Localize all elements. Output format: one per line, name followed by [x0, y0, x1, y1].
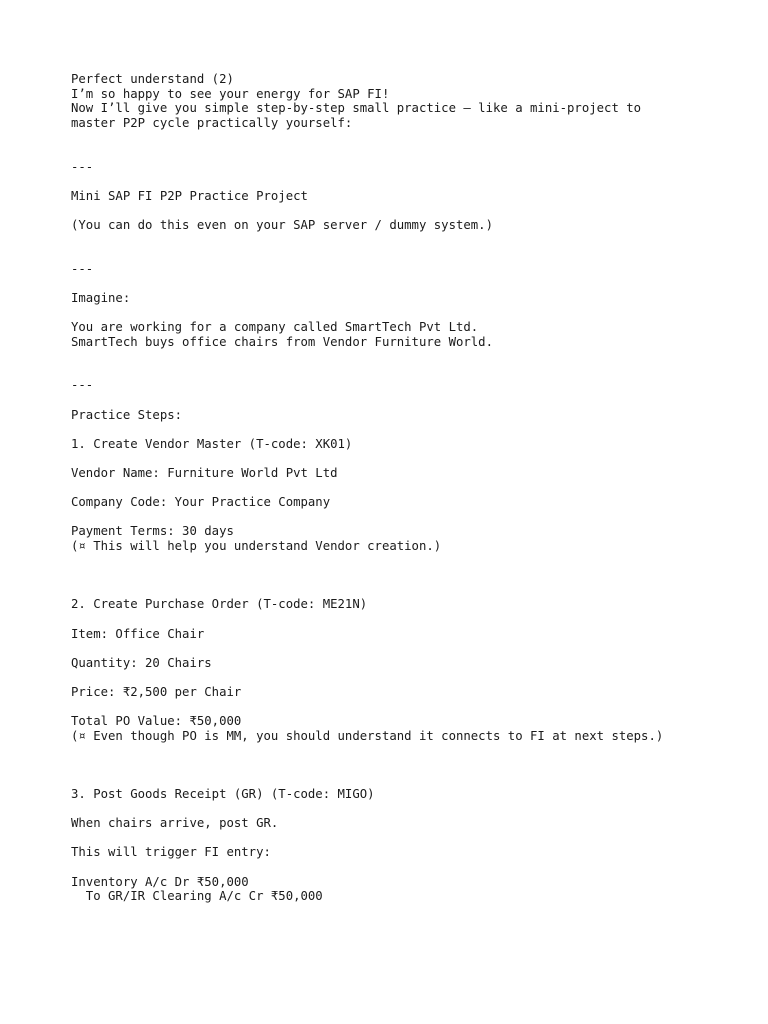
- text-line: Item: Office Chair: [71, 626, 205, 641]
- blank-line: [71, 802, 748, 817]
- blank-line: [71, 233, 748, 248]
- blank-line: [71, 743, 748, 758]
- blank-line: [71, 422, 748, 437]
- blank-line: [71, 276, 748, 291]
- text-line: ---: [71, 261, 94, 276]
- text-line: 3. Post Goods Receipt (GR) (T-code: MIGO): [71, 787, 375, 802]
- text-line: 1. Create Vendor Master (T-code: XK01): [71, 436, 353, 451]
- text-line: Inventory A/c Dr ₹50,000: [71, 874, 249, 889]
- blank-line: [71, 641, 748, 656]
- blank-line: [71, 481, 748, 496]
- text-line: Price: ₹2,500 per Chair: [71, 684, 242, 699]
- blank-line: [71, 612, 748, 627]
- blank-line: [71, 393, 748, 408]
- blank-line: [71, 451, 748, 466]
- text-line: Now I’ll give you simple step-by-step small practice — like a mini-project to: [71, 101, 642, 116]
- blank-line: [71, 773, 748, 788]
- text-line: ---: [71, 159, 94, 174]
- document-body: [71, 72, 748, 904]
- blank-line: [71, 130, 748, 145]
- text-line: Quantity: 20 Chairs: [71, 655, 212, 670]
- blank-line: [71, 203, 748, 218]
- blank-line: [71, 364, 748, 379]
- text-line: (¤ This will help you understand Vendor creation.): [71, 539, 442, 553]
- blank-line: [71, 568, 748, 583]
- blank-line: [71, 174, 748, 189]
- blank-line: [71, 247, 748, 262]
- blank-line: [71, 700, 748, 715]
- blank-line: [71, 306, 748, 321]
- text-line: Perfect understand (2): [71, 72, 234, 86]
- text-line: I’m so happy to see your energy for SAP FI!: [71, 86, 390, 101]
- text-line: (¤ Even though PO is MM, you should understand it connects to FI at next steps.): [71, 728, 664, 743]
- text-line: ---: [71, 378, 94, 393]
- blank-line: [71, 758, 748, 773]
- text-line: When chairs arrive, post GR.: [71, 816, 279, 831]
- text-line: (You can do this even on your SAP server / dummy system.): [71, 217, 493, 232]
- text-line: Payment Terms: 30 days: [71, 524, 234, 539]
- blank-line: [71, 670, 748, 685]
- text-line: Practice Steps:: [71, 407, 183, 422]
- blank-line: [71, 583, 748, 598]
- text-line: Company Code: Your Practice Company: [71, 495, 331, 510]
- blank-line: [71, 554, 748, 569]
- blank-line: [71, 860, 748, 875]
- text-line: You are working for a company called SmartTech Pvt Ltd.: [71, 320, 479, 335]
- blank-line: [71, 510, 748, 525]
- text-line: master P2P cycle practically yourself:: [71, 115, 353, 130]
- text-line: Total PO Value: ₹50,000: [71, 714, 242, 729]
- text-line: 2. Create Purchase Order (T-code: ME21N): [71, 597, 368, 612]
- blank-line: [71, 831, 748, 846]
- blank-line: [71, 145, 748, 160]
- text-line: To GR/IR Clearing A/c Cr ₹50,000: [71, 889, 323, 904]
- text-line: Imagine:: [71, 290, 131, 305]
- text-line: Mini SAP FI P2P Practice Project: [71, 188, 308, 203]
- text-line: SmartTech buys office chairs from Vendor Furniture World.: [71, 334, 493, 349]
- text-line: Vendor Name: Furniture World Pvt Ltd: [71, 466, 338, 481]
- blank-line: [71, 349, 748, 364]
- text-line: This will trigger FI entry:: [71, 845, 271, 860]
